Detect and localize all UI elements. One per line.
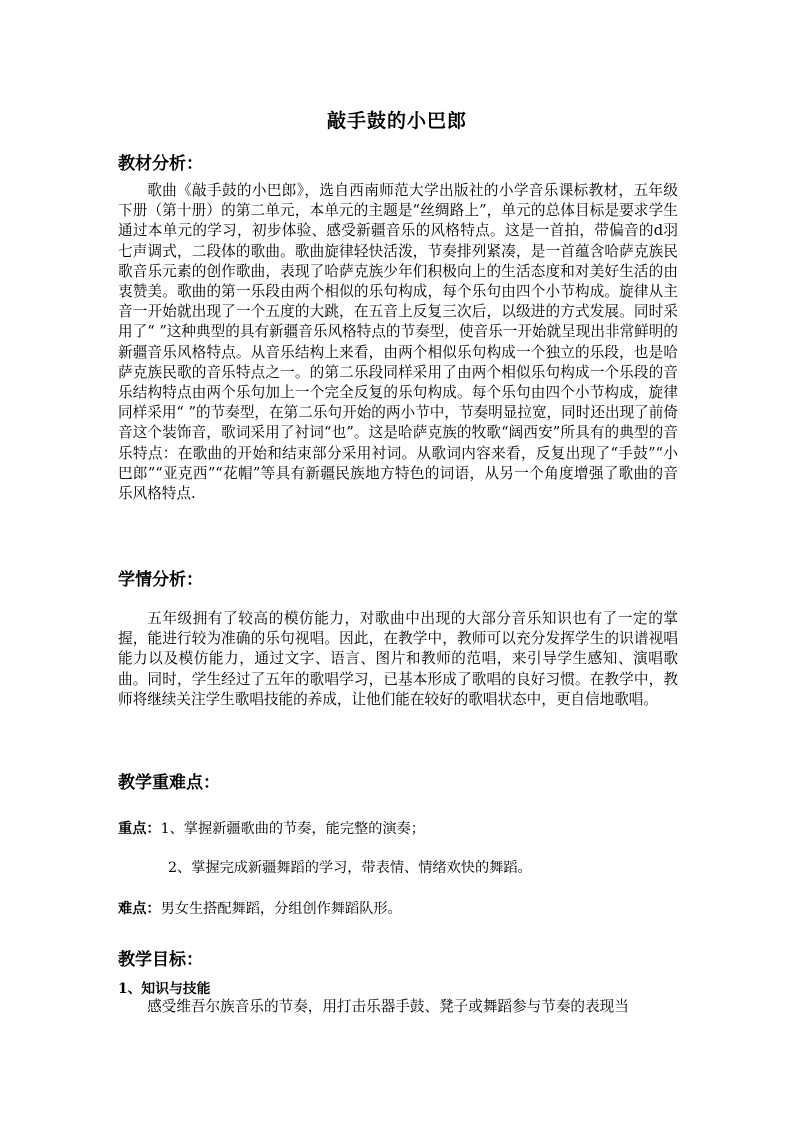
key-point-label: 重点： — [118, 821, 161, 837]
section-heading-textbook-analysis: 教材分析： — [118, 154, 203, 174]
difficult-point-text: 男女生搭配舞蹈，分组创作舞蹈队形。 — [160, 901, 402, 917]
textbook-analysis-paragraph: 歌曲《敲手鼓的小巴郎》，选自西南师范大学出版社的小学音乐课标教材，五年级下册（第十册）的第二单元，本单元的主题是“丝绸路上”，单元的总体目标是要求学生通过本单元的学习，初步体验、感受新疆音乐的风格特点。这是一首拍，带偏音的d羽七声调式，二段体的歌曲。歌曲旋律轻快活泼，节奏排列紧凑，是一首蕴含哈萨克族民歌音乐元素的创作歌曲，表现了哈萨克族少年们积极向上的生活态度和对美好生活的由衷赞美。歌曲的第一乐段由两个相似的乐句构成，每个乐句由四个小节构成。旋律从主音一开始就出现了一个五度的大跳，在五音上反复三次后，以级进的方式发展。同时采用了“ ”这种典型的具有新疆音乐风格特点的节奏型，使音乐一开始就呈现出非常鲜明的新疆音乐风格特点。从音乐结构上来看，由两个相似乐句构成一个独立的乐段，也是哈萨克族民歌的音乐特点之一。的第二乐段同样采用了由两个相似乐句构成一个乐段的音乐结构特点由两个乐句加上一个完全反复的乐句构成。每个乐句由四个小节构成，旋律同样采用“ ”的节奏型，在第二乐句开始的两小节中，节奏明显拉宽，同时还出现了前倚音这个装饰音，歌词采用了衬词“也”。这是哈萨克族的牧歌“阔西安”所具有的典型的音乐特点：在歌曲的开始和结束部分采用衬词。从歌词内容来看，反复出现了“手鼓”“小巴郎”“亚克西”“花帽”等具有新疆民族地方特色的词语，从另一个角度增强了歌曲的音乐风格特点. — [118, 182, 678, 503]
difficult-point-label: 难点： — [118, 901, 161, 917]
document-title: 敲手鼓的小巴郎 — [326, 110, 467, 132]
section-heading-student-analysis: 学情分析： — [118, 570, 203, 590]
key-point-item-1: 1、掌握新疆歌曲的节奏，能完整的演奏； — [160, 821, 425, 837]
section-heading-key-difficult: 教学重难点： — [118, 773, 220, 793]
key-point-line-1 — [118, 818, 425, 838]
difficult-point-line — [118, 898, 402, 918]
student-analysis-paragraph: 五年级拥有了较高的模仿能力，对歌曲中出现的大部分音乐知识也有了一定的掌握，能进行较为准确的乐句视唱。因此，在教学中，教师可以充分发挥学生的识谱视唱能力以及模仿能力，通过文字、语言、图片和教师的范唱，来引导学生感知、演唱歌曲。同时，学生经过了五年的歌唱学习，已基本形成了歌唱的良好习惯。在教学中，教师将继续关注学生歌唱技能的养成，让他们能在较好的歌唱状态中，更自信地歌唱。 — [118, 610, 678, 708]
goal-paragraph: 感受维吾尔族音乐的节奏，用打击乐器手鼓、凳子或舞蹈参与节奏的表现当 — [147, 998, 629, 1015]
section-heading-teaching-goals: 教学目标： — [118, 950, 203, 970]
goal-subheading-knowledge-skills: 1、知识与技能 — [118, 981, 211, 997]
key-point-item-2: 2、掌握完成新疆舞蹈的学习，带表情、情绪欢快的舞蹈。 — [168, 860, 532, 876]
